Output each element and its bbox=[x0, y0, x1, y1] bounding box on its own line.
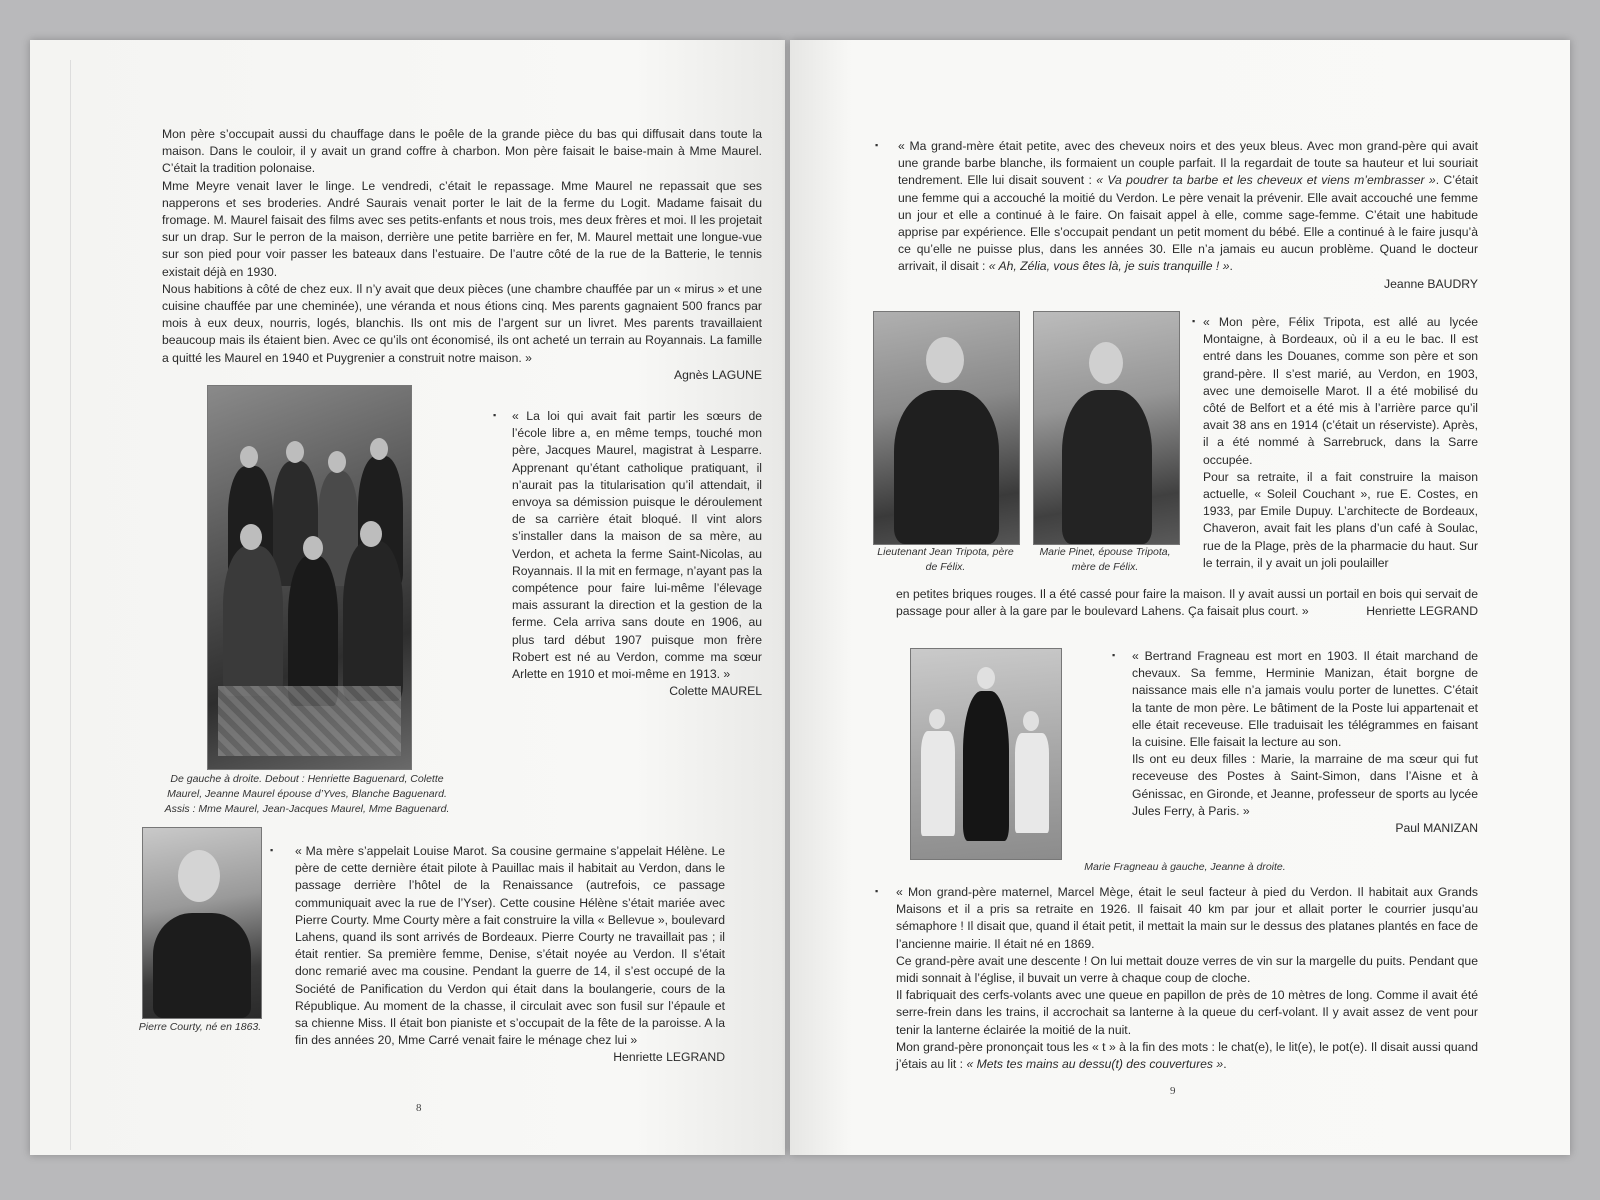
page-number-left: 8 bbox=[416, 1102, 422, 1114]
colette-text-block bbox=[512, 408, 762, 700]
right-page bbox=[790, 40, 1570, 1155]
baudry-text-block bbox=[898, 138, 1478, 293]
left-page bbox=[30, 40, 785, 1155]
signature-baudry: Jeanne BAUDRY bbox=[1384, 276, 1478, 291]
henriette-paragraph: « Ma mère s’appelait Louise Marot. Sa cousine germaine s’appelait Hélène. Le père de cette dernière était pilote à Pauillac mais il habitait au Verdon, dans le passage derrière l’hôtel de la Renaissance (autrefois, ce passage communiquait avec la rue de l’Yser). Cette cousine Hélène s’était mariée avec Pierre Courty. Mme Courty mère a fait construire la villa « Bellevue », boulevard Lahens, quand ils sont arrivés de Bordeaux. Pierre Courty ne travaillait pas ; il était rentier. Sa première femme, Denise, s’était noyée au Verdon. Il s’était donc remarié avec ma cousine. Pendant la guerre de 14, il s’est occupé de la Société de Panification du Verdon qui était dans la boulangerie, cours de la République. Au moment de la chasse, il circulait avec son fusil sur l’épaule et sa chienne Miss. Il était bon pianiste et s’occupait de la fête de la paroisse. A la fin des années 20, Mme Carré venait faire le ménage chez lui » bbox=[295, 844, 725, 1048]
signature-lagune: Agnès LAGUNE bbox=[673, 367, 762, 382]
signature-henriette: Henriette LEGRAND bbox=[613, 1050, 725, 1065]
courty-caption: Pierre Courty, né en 1863. bbox=[138, 1021, 262, 1033]
group-photo-caption: De gauche à droite. Debout : Henriette Baguenard, Colette Maurel, Jeanne Maurel épouse d’Yves, Blanche Baguenard. Assis : Mme Maurel, Jean-Jacques Maurel, Mme Baguenard. bbox=[164, 773, 450, 815]
bullet: ▪ bbox=[875, 886, 879, 896]
mege-paragraph: « Mon grand-père maternel, Marcel Mège, était le seul facteur à pied du Verdon. Il habitait aux Grands Maisons et il a pris sa retraite en 1926. Il faisait 40 km par jour et allait porter le courrier jusqu’au sémaphore ! Il disait que, quand il était petit, il mettait la main sur le dessus des platanes plantés en face de l’ancienne mairie. Il était né en 1869. bbox=[896, 885, 1478, 951]
manizan-paragraph: « Bertrand Fragneau est mort en 1903. Il était marchand de chevaux. Sa femme, Herminie Manizan, était borgne de naissance mais elle n’a jamais voulu porter de lunettes. C’était la tante de mon père. Le bâtiment de la Poste lui appartenait et elle était receveuse. Elle traduisait les télégrammes en faisant la cuisine. Elle faisait la lecture au son. bbox=[1132, 649, 1478, 750]
bullet: ▪ bbox=[1192, 316, 1196, 326]
legrand-paragraph: Pour sa retraite, il a fait construire la maison actuelle, « Soleil Couchant », rue E. Costes, en 1933, par Emile Dupuy. L’architecte de Bordeaux, Chaveron, avait fait les plans d’un café à Soulac, rue de la Plage, près de la pharmacie du haut. Sur le terrain, il y avait un joli poulailler bbox=[1203, 469, 1478, 570]
jean-tripota-photo bbox=[873, 311, 1020, 545]
colette-paragraph: « La loi qui avait fait partir les sœurs de l’école libre a, en même temps, touché mon père, Jacques Maurel, magistrat à Lesparre. Apprenant qu’étant catholique pratiquant, il n’aurait pas la titularisation qu’il attendait, il envoya sa démission puisque le déroulement de sa carrière était bloqué. Il vint alors s’installer dans la maison de sa mère, au Verdon, et acheta la ferme Saint-Nicolas, au Royannais. Il la mit en fermage, n’ayant pas la compétence pour faire lui-même l’élevage mais assurant la direction et la gestion de la ferme. Cela arriva sans doute en 1906, au plus tard début 1907 puisque mon frère Robert est né au Verdon, comme ma sœur Arlette en 1910 et moi-même en 1913. » bbox=[512, 409, 762, 682]
intro-paragraph: Mme Meyre venait laver le linge. Le vendredi, c’était le repassage. Mme Maurel ne repassait que ses napperons et ses broderies. André Saurais venait porter le lait de la ferme du Logit. Madame faisait du fromage. M. Maurel faisait des films avec ses petits-enfants et nous trois, mes deux frères et moi. Il les projetait sur un drap. Sur le perron de la maison, derrière une petite barrière en fer, M. Maurel mettait une longue-vue sur son pied pour voir passer les bateaux dans l’estuaire. De l’autre côté de la rue de la Batterie, le tennis existait déjà en 1930. bbox=[162, 178, 762, 279]
legrand-text-block bbox=[1203, 314, 1478, 572]
signature-legrand: Henriette LEGRAND bbox=[1366, 604, 1478, 619]
courty-photo bbox=[142, 827, 262, 1019]
intro-paragraph: Mon père s’occupait aussi du chauffage dans le poêle de la grande pièce du bas qui diffusait dans toute la maison. Dans le couloir, il y avait un grand coffre à charbon. Mon père faisait le baise-main à Mme Maurel. C’était la tradition polonaise. bbox=[162, 127, 762, 176]
baudry-paragraph: « Ma grand-mère était petite, avec des cheveux noirs et des yeux bleus. Avec mon grand-père qui avait une grande barbe blanche, ils formaient un couple parfait. Il la regardait de toute sa hauteur et lui souriait tendrement. Elle lui disait souvent : « Va poudrer ta barbe et les cheveux et viens m’embrasser ». C’était une femme qui a accouché la moitié du Verdon. Le père venait la prévenir. Elle avait accouché une femme un jour et elle a continué à le faire. On faisait appel à elle, comme sage-femme. C’était une habitude apprise par expérience. Elle s’occupait pendant un petit moment du bébé. Elle a continué à le faire jusqu’à ce qu’elle ne puisse plus, dans les années 30. Elle n’a jamais eu aucun problème. Quand le docteur arrivait, il disait : « Ah, Zélia, vous êtes là, je suis tranquille ! ». bbox=[898, 139, 1478, 274]
legrand-text-continued bbox=[896, 586, 1478, 621]
mege-paragraph: Ce grand-père avait une descente ! On lui mettait douze verres de vin sur la margelle du puits. Pendant que midi sonnait à l’église, il buvait un verre à chaque coup de cloche. bbox=[896, 953, 1478, 986]
bullet: ▪ bbox=[493, 410, 497, 420]
bullet: ▪ bbox=[270, 845, 274, 855]
fragneau-caption: Marie Fragneau à gauche, Jeanne à droite. bbox=[1084, 861, 1286, 873]
page-number-right: 9 bbox=[1170, 1085, 1176, 1097]
mege-paragraph: Il fabriquait des cerfs-volants avec une queue en papillon de près de 10 mètres de long. Comme il avait été serre-frein dans les trains, il accrochait sa lanterne à la queue du cerf-volant. Il y avait assez de vent pour tenir la lanterne éclairée la moitié de la nuit. bbox=[896, 988, 1478, 1037]
mege-paragraph: Mon grand-père prononçait tous les « t » à la fin des mots : le chat(e), le lit(e), le pot(e). Il disait aussi quand j’étais au lit : « Mets tes mains au dessu(t) des couvertures ». bbox=[896, 1039, 1478, 1072]
mege-text-block bbox=[896, 884, 1478, 1073]
henriette-text-block bbox=[295, 843, 725, 1067]
intro-paragraph: Nous habitions à côté de chez eux. Il n’y avait que deux pièces (une chambre chauffée par un « mirus » et une cuisine chauffée par une cheminée), une véranda et nous étions cinq. Mes parents gagnaient 500 francs par mois à eux deux, nourris, logés, blanchis. Ils ont mis de l’argent sur un livret. Mes parents travaillaient beaucoup mais ils étaient bien. Avec ce qu’ils ont économisé, ils ont acheté un terrain au Royannais. La famille a quitté les Maurel en 1940 et Puygrenier a construit notre maison. » bbox=[162, 281, 762, 365]
intro-text bbox=[162, 126, 762, 384]
marie-pinet-photo bbox=[1033, 311, 1180, 545]
bullet: ▪ bbox=[875, 140, 879, 150]
bullet: ▪ bbox=[1112, 650, 1116, 660]
group-photo bbox=[207, 385, 412, 770]
jean-tripota-caption: Lieutenant Jean Tripota, père de Félix. bbox=[877, 546, 1014, 573]
signature-manizan: Paul MANIZAN bbox=[1395, 821, 1478, 836]
manizan-paragraph: Ils ont eu deux filles : Marie, la marraine de ma sœur qui fut receveuse des Postes à Saint-Simon, dans l’Aisne et à Génissac, en Gironde, et Jeanne, professeur de sports au lycée Jules Ferry, à Paris. » bbox=[1132, 752, 1478, 818]
book-spread bbox=[30, 40, 1575, 1155]
signature-colette: Colette MAUREL bbox=[669, 684, 762, 699]
legrand-paragraph: en petites briques rouges. Il a été cassé pour faire la maison. Il y avait aussi un portail en bois qui servait de passage pour aller à la gare par le boulevard Lahens. Ça faisait plus court. » bbox=[896, 587, 1478, 619]
manizan-text-block bbox=[1132, 648, 1478, 837]
marie-pinet-caption: Marie Pinet, épouse Tripota, mère de Félix. bbox=[1039, 546, 1171, 573]
legrand-paragraph: « Mon père, Félix Tripota, est allé au lycée Montaigne, à Bordeaux, où il a eu le bac. Il est entré dans les Douanes, comme son père et son grand-père. Il s’est marié, au Verdon, en 1903, avec une demoiselle Marot. Il a été mobilisé du côté de Belfort et a été mis à l’arrière parce qu’il avait 38 ans en 1914 (c’était un réserviste). Après, il a été nommé à Sarrebruck, dans la Sarre occupée. bbox=[1203, 315, 1478, 467]
fragneau-photo bbox=[910, 648, 1062, 860]
